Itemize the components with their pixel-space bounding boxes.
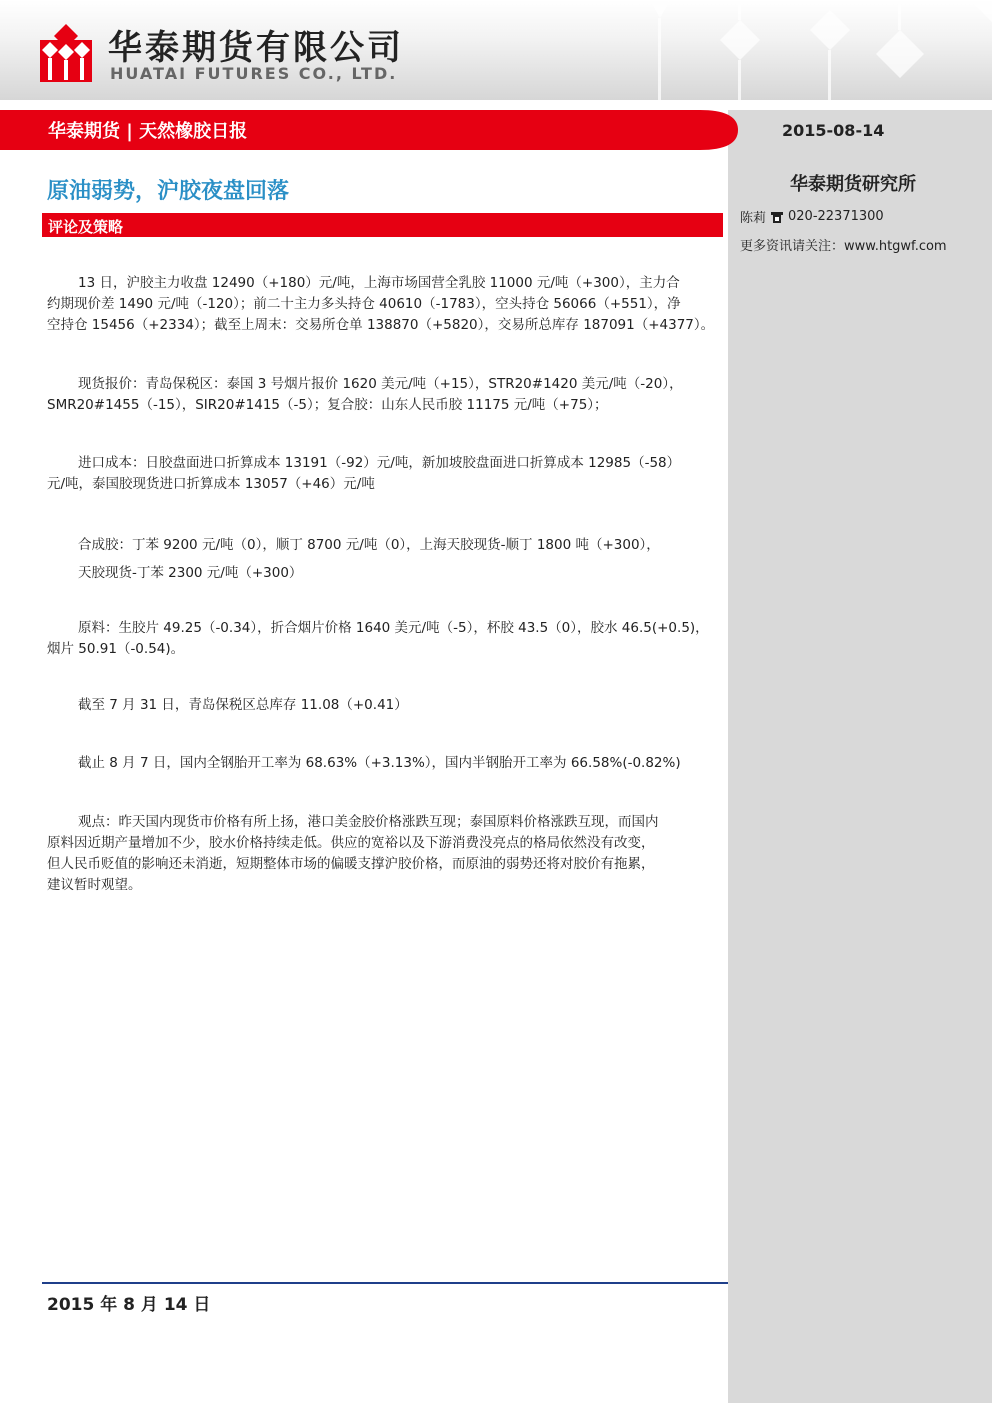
paragraph-line: 元/吨，泰国胶现货进口折算成本 13057（+46）元/吨: [47, 476, 375, 492]
paragraph-line: 进口成本：日胶盘面进口折算成本 13191（-92）元/吨，新加坡胶盘面进口折算成本 12985（-58）: [78, 455, 681, 471]
paragraph-line: 但人民币贬值的影响还未消逝，短期整体市场的偏暖支撑沪胶价格，而原油的弱势还将对胶价有拖累，: [47, 856, 655, 872]
paragraph-line: 13 日，沪胶主力收盘 12490（+180）元/吨，上海市场国营全乳胶 11000 元/吨（+300），主力合: [78, 275, 680, 291]
website-link[interactable]: 更多资讯请关注：www.htgwf.com: [740, 239, 947, 254]
paragraph-line: 现货报价：青岛保税区：泰国 3 号烟片报价 1620 美元/吨（+15），STR20#1420 美元/吨（-20），: [78, 376, 683, 392]
analyst-name: 陈莉: [740, 211, 767, 226]
paragraph-line: 建议暂时观望。: [47, 877, 142, 893]
paragraph-market-close: [47, 273, 723, 336]
footer-date: 2015 年 8 月 14 日: [47, 1295, 211, 1315]
sidebar-panel: [728, 110, 992, 1403]
footer-divider: [42, 1282, 728, 1284]
paragraph-import-cost: [47, 453, 723, 495]
paragraph-line: 原料：生胶片 49.25（-0.34），折合烟片价格 1640 美元/吨（-5），杯胶 43.5（0），胶水 46.5(+0.5)，: [78, 620, 709, 636]
paragraph-raw-materials: [47, 618, 723, 660]
analyst-phone: 020-22371300: [788, 209, 884, 224]
research-institute-name: 华泰期货研究所: [790, 174, 916, 195]
paragraph-synthetic-rubber: [47, 531, 723, 587]
section-heading: 评论及策略: [48, 218, 124, 236]
paragraph-line: 空持仓 15456（+2334）；截至上周末：交易所仓单 138870（+5820），交易所总库存 187091（+4377）。: [47, 317, 715, 333]
paragraph-line: 观点：昨天国内现货市价格有所上扬，港口美金胶价格涨跌互现；泰国原料价格涨跌互现，而国内: [78, 814, 659, 830]
paragraph-line: 约期现价差 1490 元/吨（-120）；前二十主力多头持仓 40610（-1783），空头持仓 56066（+551），净: [47, 296, 681, 312]
paragraph-line: 原料因近期产量增加不少，胶水价格持续走低。供应的宽裕以及下游消费没亮点的格局依然没有改变，: [47, 835, 655, 851]
paragraph-line: SMR20#1455（-15），SIR20#1415（-5）；复合胶：山东人民币胶 11175 元/吨（+75）；: [47, 397, 608, 413]
company-name-cn: 华泰期货有限公司: [108, 28, 404, 68]
phone-icon: [770, 210, 784, 224]
report-banner-title: 华泰期货 | 天然橡胶日报: [48, 121, 248, 142]
paragraph-line: 截止 8 月 7 日，国内全钢胎开工率为 68.63%（+3.13%），国内半钢胎开工率为 66.58%(-0.82%): [78, 755, 681, 771]
company-name-en: HUATAI FUTURES CO., LTD.: [110, 64, 398, 83]
paragraph-line: 截至 7 月 31 日，青岛保税区总库存 11.08（+0.41）: [78, 697, 408, 713]
company-logo-icon: [40, 22, 92, 82]
paragraph-outlook: [47, 812, 723, 896]
section-bar: [42, 213, 723, 237]
paragraph-bonded-inventory: [47, 695, 723, 716]
paragraph-line: 天胶现货-丁苯 2300 元/吨（+300）: [78, 565, 303, 581]
paragraph-line: 烟片 50.91（-0.54)。: [47, 641, 185, 657]
analyst-contact: [740, 207, 884, 226]
paragraph-spot-quotes: [47, 374, 723, 416]
paragraph-tire-operating-rate: [47, 753, 723, 774]
header-decoration: [600, 0, 992, 100]
paragraph-line: 合成胶：丁苯 9200 元/吨（0），顺丁 8700 元/吨（0），上海天胶现货-顺丁 1800 吨（+300），: [78, 537, 660, 553]
page-title: 原油弱势，沪胶夜盘回落: [47, 179, 290, 204]
report-date: 2015-08-14: [782, 121, 885, 140]
